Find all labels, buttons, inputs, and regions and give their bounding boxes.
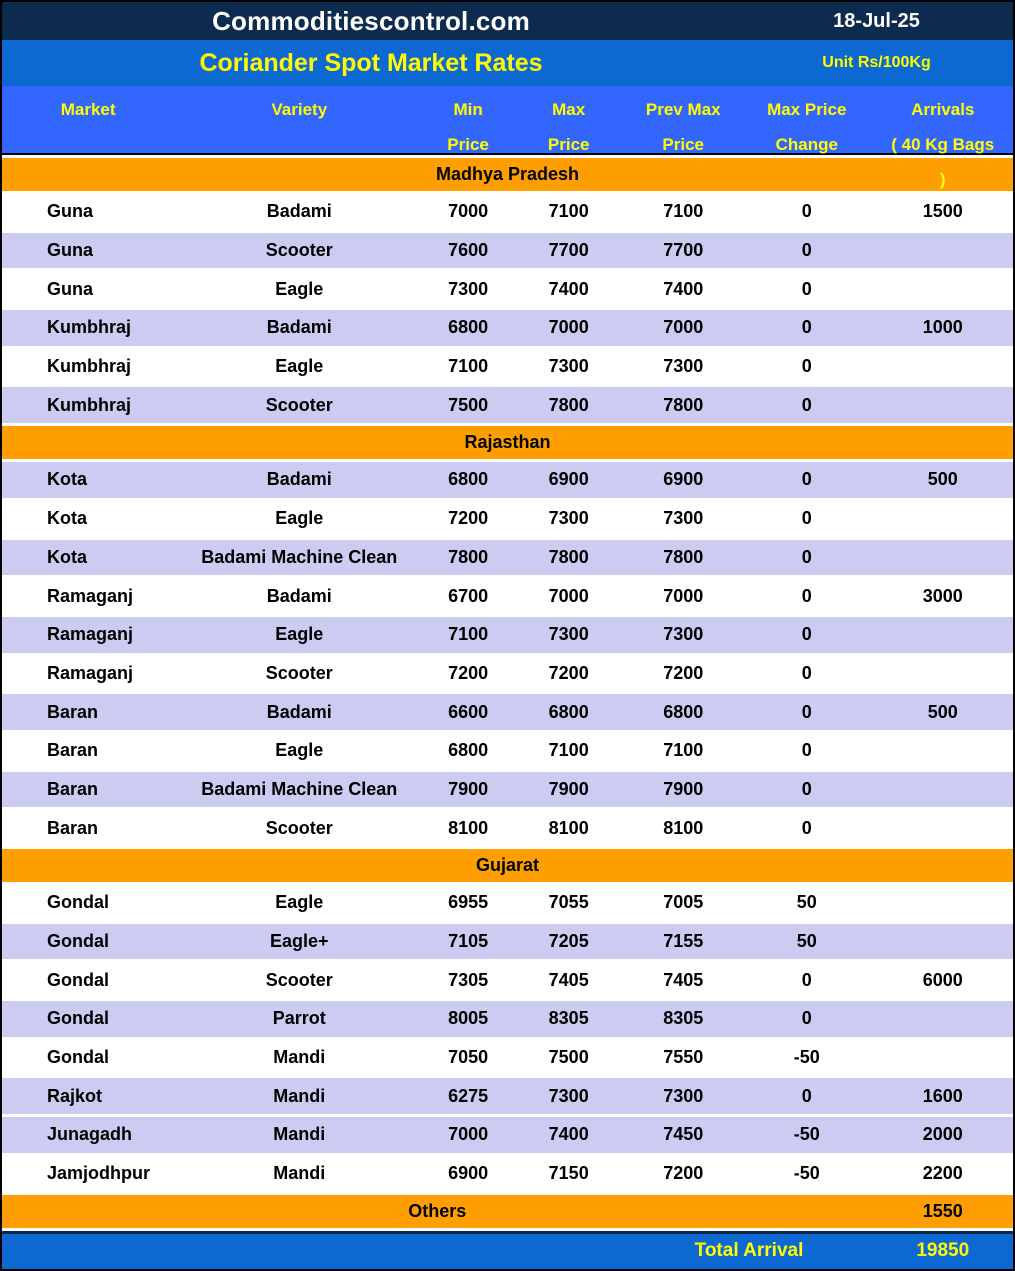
market-cell: Ramaganj: [47, 585, 134, 606]
table-row: [2, 885, 1013, 921]
market-cell: Kota: [47, 469, 87, 490]
market-cell: Gondal: [47, 969, 109, 990]
max-price-change-cell: 0: [801, 394, 812, 415]
section-header-label: Rajasthan: [464, 432, 551, 453]
total-arrival-label: Total Arrival: [694, 1240, 804, 1261]
table-row: [2, 733, 1013, 769]
max-price-cell: 7055: [548, 892, 589, 913]
market-cell: Gondal: [47, 1047, 109, 1068]
max-price-change-cell: 0: [801, 469, 812, 490]
variety-cell: Badami Machine Clean: [201, 546, 398, 567]
min-price-cell: 6800: [448, 740, 489, 761]
prev-max-price-cell: 7400: [663, 278, 704, 299]
max-price-change-cell: 0: [801, 778, 812, 799]
min-price-cell: 7000: [448, 1124, 489, 1145]
page-title: Coriander Spot Market Rates: [199, 48, 543, 77]
market-cell: Kumbhraj: [47, 394, 132, 415]
prev-max-price-cell: 7100: [663, 201, 704, 222]
variety-cell: Mandi: [273, 1047, 326, 1068]
column-header-arrivals: Arrivals ( 40 Kg Bags ): [891, 100, 995, 189]
market-cell: Junagadh: [47, 1124, 133, 1145]
max-price-cell: 7300: [548, 356, 589, 377]
prev-max-price-cell: 7550: [663, 1047, 704, 1068]
market-cell: Baran: [47, 778, 99, 799]
variety-cell: Badami: [266, 585, 332, 606]
max-price-change-cell: 0: [801, 624, 812, 645]
max-price-cell: 7700: [548, 240, 589, 261]
variety-cell: Scooter: [265, 662, 333, 683]
max-price-change-cell: 0: [801, 1008, 812, 1029]
column-header-prev-max-price: Prev Max Price: [645, 100, 721, 154]
market-cell: Ramaganj: [47, 662, 134, 683]
max-price-cell: 7400: [548, 278, 589, 299]
variety-cell: Eagle: [275, 624, 324, 645]
table-row: [2, 1078, 1013, 1114]
market-cell: Gondal: [47, 1008, 109, 1029]
max-price-change-cell: 0: [801, 317, 812, 338]
table-row: [2, 962, 1013, 998]
prev-max-price-cell: 7000: [663, 317, 704, 338]
section-header-label: Gujarat: [475, 855, 540, 875]
column-header-variety: Variety: [271, 100, 328, 119]
max-price-cell: 7100: [548, 201, 589, 222]
max-price-cell: 7150: [548, 1163, 589, 1184]
min-price-cell: 6600: [448, 701, 489, 722]
min-price-cell: 7000: [448, 201, 489, 222]
variety-cell: Eagle: [275, 356, 324, 377]
market-cell: Rajkot: [47, 1085, 103, 1106]
max-price-change-cell: 0: [801, 546, 812, 567]
max-price-change-cell: 0: [801, 1085, 812, 1106]
column-header-min-price: Min Price: [447, 100, 489, 154]
table-row: [2, 656, 1013, 692]
max-price-change-cell: -50: [793, 1047, 820, 1068]
table-row: [2, 462, 1013, 498]
variety-cell: Eagle+: [270, 931, 329, 952]
min-price-cell: 6800: [448, 469, 489, 490]
others-arrivals-value: 1550: [922, 1200, 963, 1221]
prev-max-price-cell: 6800: [663, 701, 704, 722]
max-price-change-cell: 0: [801, 201, 812, 222]
max-price-change-cell: 0: [801, 701, 812, 722]
prev-max-price-cell: 8305: [663, 1008, 704, 1029]
max-price-cell: 7000: [548, 317, 589, 338]
min-price-cell: 7200: [448, 662, 489, 683]
variety-cell: Mandi: [273, 1085, 326, 1106]
min-price-cell: 6900: [448, 1163, 489, 1184]
min-price-cell: 7200: [448, 508, 489, 529]
column-header-max-price: Max Price: [547, 100, 590, 154]
max-price-cell: 7300: [548, 508, 589, 529]
max-price-change-cell: 0: [801, 356, 812, 377]
table-row: [2, 540, 1013, 576]
variety-cell: Eagle: [275, 278, 324, 299]
prev-max-price-cell: 7000: [663, 585, 704, 606]
table-row: [2, 1156, 1013, 1192]
max-price-cell: 7800: [548, 394, 589, 415]
prev-max-price-cell: 7300: [663, 356, 704, 377]
max-price-cell: 7000: [548, 585, 589, 606]
section-header: [2, 426, 1013, 459]
market-cell: Kota: [47, 508, 87, 529]
prev-max-price-cell: 7300: [663, 1085, 704, 1106]
market-cell: Guna: [47, 240, 94, 261]
others-label: Others: [408, 1200, 467, 1221]
max-price-cell: 7405: [548, 969, 589, 990]
arrivals-cell: 500: [927, 701, 958, 722]
min-price-cell: 6275: [448, 1085, 489, 1106]
max-price-change-cell: 0: [801, 508, 812, 529]
arrivals-cell: 2000: [922, 1124, 963, 1145]
min-price-cell: 7105: [448, 931, 489, 952]
max-price-change-cell: 0: [801, 240, 812, 261]
prev-max-price-cell: 7200: [663, 662, 704, 683]
table-row: [2, 233, 1013, 269]
variety-cell: Badami Machine Clean: [201, 778, 398, 799]
min-price-cell: 7050: [448, 1047, 489, 1068]
max-price-change-cell: -50: [793, 1163, 820, 1184]
table-row: [2, 1040, 1013, 1076]
prev-max-price-cell: 7800: [663, 546, 704, 567]
max-price-cell: 7800: [548, 546, 589, 567]
prev-max-price-cell: 7200: [663, 1163, 704, 1184]
min-price-cell: 7900: [448, 778, 489, 799]
table-row: [2, 271, 1013, 307]
prev-max-price-cell: 7155: [663, 931, 704, 952]
max-price-change-cell: 0: [801, 585, 812, 606]
prev-max-price-cell: 7005: [663, 892, 704, 913]
prev-max-price-cell: 7900: [663, 778, 704, 799]
others-row: [2, 1195, 1013, 1228]
min-price-cell: 7305: [448, 969, 489, 990]
arrivals-cell: 2200: [922, 1163, 963, 1184]
prev-max-price-cell: 6900: [663, 469, 704, 490]
min-price-cell: 6700: [448, 585, 489, 606]
arrivals-cell: 1600: [922, 1085, 963, 1106]
table-body: [2, 155, 1013, 1192]
prev-max-price-cell: 7800: [663, 394, 704, 415]
min-price-cell: 8100: [448, 817, 489, 838]
max-price-cell: 6800: [548, 701, 589, 722]
market-cell: Baran: [47, 740, 99, 761]
market-cell: Ramaganj: [47, 624, 134, 645]
market-cell: Baran: [47, 701, 99, 722]
min-price-cell: 6955: [448, 892, 489, 913]
min-price-cell: 8005: [448, 1008, 489, 1029]
market-cell: Gondal: [47, 931, 109, 952]
prev-max-price-cell: 7300: [663, 508, 704, 529]
max-price-cell: 8305: [548, 1008, 589, 1029]
table-row: [2, 617, 1013, 653]
top-bar: [2, 2, 1013, 40]
variety-cell: Mandi: [273, 1163, 326, 1184]
unit-label: Unit Rs/100Kg: [822, 54, 931, 71]
market-cell: Jamjodhpur: [47, 1163, 151, 1184]
variety-cell: Scooter: [265, 394, 333, 415]
total-arrival-value: 19850: [916, 1240, 970, 1261]
column-header-market: Market: [60, 100, 116, 119]
table-row: [2, 578, 1013, 614]
variety-cell: Eagle: [275, 508, 324, 529]
variety-cell: Eagle: [275, 740, 324, 761]
max-price-change-cell: 0: [801, 278, 812, 299]
max-price-cell: 7400: [548, 1124, 589, 1145]
min-price-cell: 7600: [448, 240, 489, 261]
market-cell: Kumbhraj: [47, 356, 132, 377]
arrivals-cell: 6000: [922, 969, 963, 990]
variety-cell: Parrot: [272, 1008, 326, 1029]
arrivals-cell: 1000: [922, 317, 963, 338]
max-price-change-cell: 50: [796, 892, 817, 913]
variety-cell: Badami: [266, 469, 332, 490]
market-cell: Guna: [47, 278, 94, 299]
variety-cell: Eagle: [275, 892, 324, 913]
brand-title: Commoditiescontrol.com: [212, 5, 530, 36]
min-price-cell: 7100: [448, 624, 489, 645]
min-price-cell: 7500: [448, 394, 489, 415]
market-cell: Baran: [47, 817, 99, 838]
min-price-cell: 7100: [448, 356, 489, 377]
table-row: [2, 349, 1013, 385]
section-header: [2, 849, 1013, 882]
prev-max-price-cell: 7700: [663, 240, 704, 261]
arrivals-cell: 3000: [922, 585, 963, 606]
market-cell: Kota: [47, 546, 87, 567]
max-price-change-cell: 0: [801, 969, 812, 990]
max-price-cell: 7205: [548, 931, 589, 952]
max-price-cell: 7200: [548, 662, 589, 683]
variety-cell: Mandi: [273, 1124, 326, 1145]
variety-cell: Scooter: [265, 240, 333, 261]
market-cell: Kumbhraj: [47, 317, 132, 338]
variety-cell: Scooter: [265, 969, 333, 990]
max-price-change-cell: -50: [793, 1124, 820, 1145]
total-arrival-row: [2, 1231, 1013, 1269]
arrivals-cell: 1500: [922, 201, 963, 222]
market-cell: Gondal: [47, 892, 109, 913]
table-row: [2, 310, 1013, 346]
column-header-max-price-change: Max Price Change: [767, 100, 847, 154]
report-date: 18-Jul-25: [833, 9, 920, 32]
market-cell: Guna: [47, 201, 94, 222]
prev-max-price-cell: 7300: [663, 624, 704, 645]
variety-cell: Badami: [266, 201, 332, 222]
max-price-cell: 7300: [548, 1085, 589, 1106]
prev-max-price-cell: 8100: [663, 817, 704, 838]
table-row: [2, 387, 1013, 423]
table-row: [2, 1117, 1013, 1153]
variety-cell: Scooter: [265, 817, 333, 838]
min-price-cell: 7800: [448, 546, 489, 567]
variety-cell: Badami: [266, 701, 332, 722]
table-row: [2, 924, 1013, 960]
table-row: [2, 194, 1013, 230]
max-price-change-cell: 0: [801, 662, 812, 683]
max-price-change-cell: 0: [801, 817, 812, 838]
min-price-cell: 7300: [448, 278, 489, 299]
section-header-label: Madhya Pradesh: [435, 164, 580, 184]
max-price-cell: 7100: [548, 740, 589, 761]
table-row: [2, 694, 1013, 730]
max-price-cell: 7300: [548, 624, 589, 645]
max-price-change-cell: 0: [801, 740, 812, 761]
max-price-cell: 7900: [548, 778, 589, 799]
variety-cell: Badami: [266, 317, 332, 338]
min-price-cell: 6800: [448, 317, 489, 338]
max-price-cell: 8100: [548, 817, 589, 838]
max-price-cell: 7500: [548, 1047, 589, 1068]
section-header: [2, 158, 1013, 191]
max-price-cell: 6900: [548, 469, 589, 490]
arrivals-cell: 500: [927, 469, 958, 490]
prev-max-price-cell: 7405: [663, 969, 704, 990]
title-bar: [2, 40, 1013, 86]
table-row: [2, 1001, 1013, 1037]
table-row: [2, 810, 1013, 846]
prev-max-price-cell: 7450: [663, 1124, 704, 1145]
prev-max-price-cell: 7100: [663, 740, 704, 761]
max-price-change-cell: 50: [796, 931, 817, 952]
table-row: [2, 501, 1013, 537]
table-row: [2, 772, 1013, 808]
